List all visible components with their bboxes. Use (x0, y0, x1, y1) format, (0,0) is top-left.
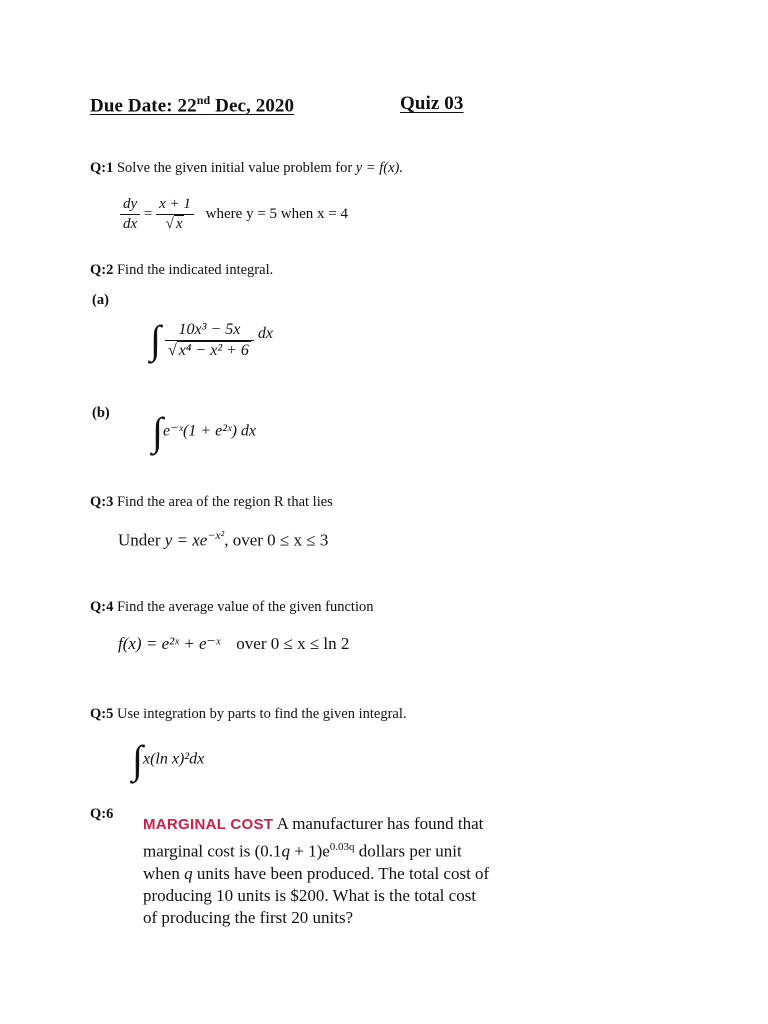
question-4-expression: f(x) = e²ˣ + e⁻ˣ over 0 ≤ x ≤ ln 2 (118, 634, 350, 653)
integral-q5: ∫x(ln x)²dx (132, 737, 205, 782)
derivative-fraction: $\frac{dy}{dx}$ (120, 196, 140, 233)
question-2-prompt: Q:2 Find the indicated integral. (90, 262, 274, 278)
due-date-heading: Due Date: 22nd Dec, 2020 (90, 93, 295, 117)
question-6-label: Q:6 (90, 806, 114, 822)
part-b-label: (b) (92, 405, 110, 421)
question-3-expression: Under $y = xe^{-x^2}$, over 0 ≤ x ≤ 3 (118, 528, 329, 550)
question-2-label: Q:2 (90, 262, 114, 278)
part-a-label: (a) (92, 292, 109, 308)
integral-b: ∫e⁻ˣ(1 + e²ˣ) dx (152, 409, 256, 454)
initial-condition: where y = 5 when x = 4 (205, 205, 348, 222)
question-5-label: Q:5 (90, 706, 114, 722)
question-1-label: Q:1 (90, 160, 114, 176)
integral-a: ∫ $\frac{\text{10x³ − 5x}}{\text{√ x⁴ − x² + 6}}$ dx (150, 317, 274, 362)
question-4-prompt: Q:4 Find the average value of the given function (90, 599, 374, 615)
integral-sign-icon: ∫ (150, 317, 161, 362)
question-1-function: y = f(x). (355, 160, 403, 176)
integral-sign-icon: ∫ (132, 737, 143, 782)
rhs-fraction: $\frac{x + 1}{√ x}$ (156, 196, 194, 233)
question-1-equation: $\frac{dy}{dx}$ = $\frac{x + 1}{√ x}$ where y = 5 when x = 4 (120, 196, 348, 233)
question-1-prompt: Q:1 Solve the given initial value problem for y = f(x). (90, 160, 403, 176)
question-3-label: Q:3 (90, 494, 114, 510)
question-3-prompt: Q:3 Find the area of the region R that lies (90, 494, 333, 510)
integral-sign-icon: ∫ (152, 409, 163, 454)
marginal-cost-heading: MARGINAL COST (143, 816, 274, 833)
question-5-prompt: Q:5 Use integration by parts to find the given integral. (90, 706, 407, 722)
quiz-title: Quiz 03 (400, 93, 464, 114)
question-4-label: Q:4 (90, 599, 114, 615)
question-6-text: MARGINAL COST A manufacturer has found that marginal cost is $(0.1q + 1)e^{0.03q}$ dollars per unit when q units have been produced. The total cost of producing 10 units is $200. What is the total cost of producing the first 20 units? (143, 814, 490, 927)
